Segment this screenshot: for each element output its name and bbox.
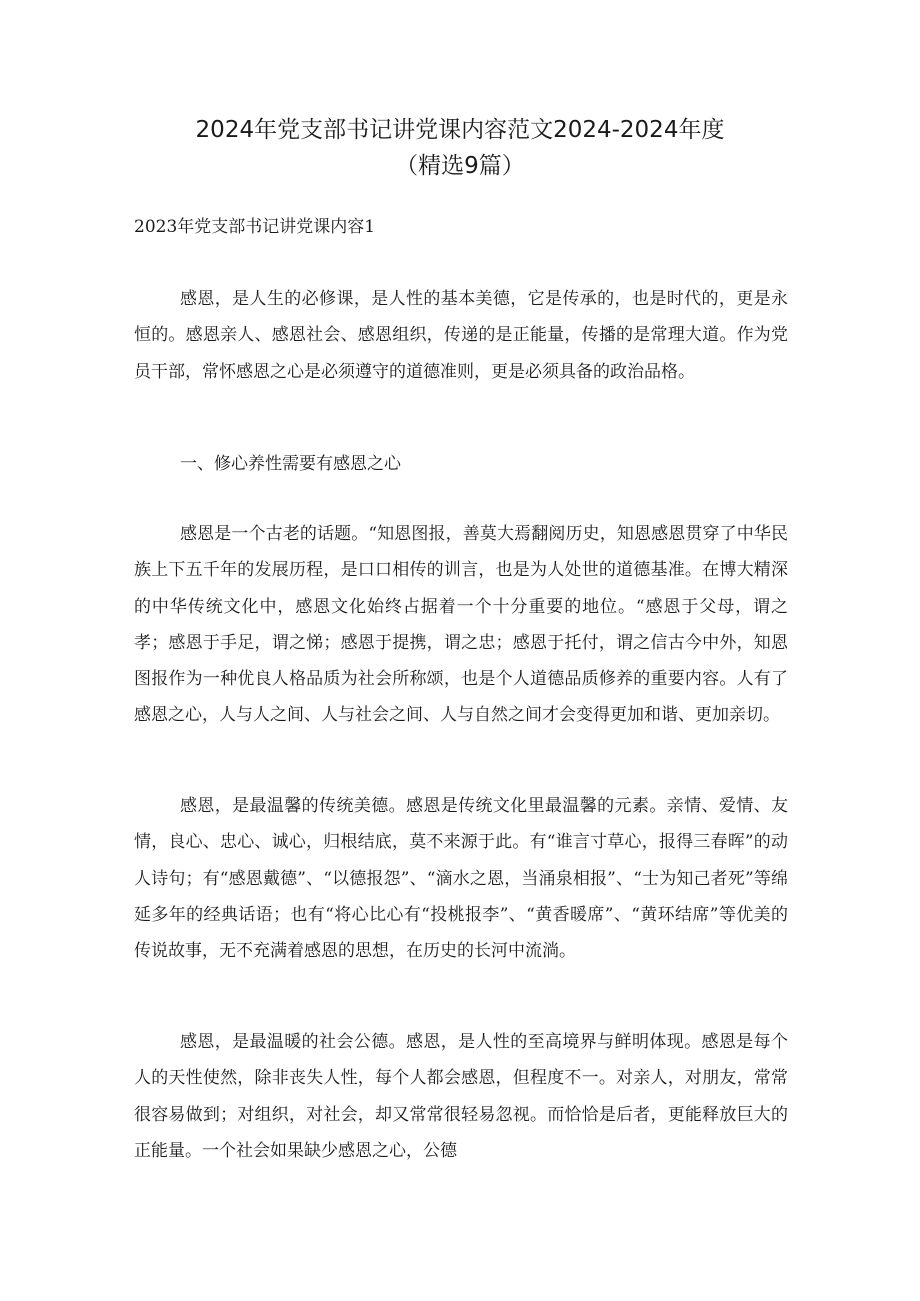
section-heading: 一、修心养性需要有感恩之心	[180, 454, 401, 474]
document-title	[100, 112, 820, 184]
body-paragraph: 感恩是一个古老的话题。“知恩图报，善莫大焉翻阅历史，知恩感恩贯穿了中华民族上下五千年的发展历程，是口口相传的训言，也是为人处世的道德基准。在博大精深的中华传统文化中，感恩文化始终占据着一个十分重要的地位。“感恩于父母，谓之孝；感恩于手足，谓之悌；感恩于提携，谓之忠；感恩于托付，谓之信古今中外，知恩图报作为一种优良人格品质为社会所称颂，也是个人道德品质修养的重要内容。人有了感恩之心，人与人之间、人与社会之间、人与自然之间才会变得更加和谐、更加亲切。	[134, 524, 788, 726]
section-title: 2023年党支部书记讲党课内容1	[134, 217, 376, 237]
body-paragraph: 感恩，是最温馨的传统美德。感恩是传统文化里最温馨的元素。亲情、爱情、友情，良心、忠心、诚心，归根结底，莫不来源于此。有“谁言寸草心，报得三春晖”的动人诗句；有“感恩戴德”、“以德报怨”、“滴水之恩，当涌泉相报”、“士为知己者死”等绵延多年的经典话语；也有“将心比心有“投桃报李”、“黄香暖席”、“黄环结席”等优美的传说故事，无不充满着感恩的思想，在历史的长河中流淌。	[134, 796, 788, 962]
body-paragraph: 感恩，是最温暖的社会公德。感恩，是人性的至高境界与鲜明体现。感恩是每个人的天性使然，除非丧失人性，每个人都会感恩，但程度不一。对亲人，对朋友，常常很容易做到；对组织，对社会，却又常常很轻易忽视。而恰恰是后者，更能释放巨大的正能量。一个社会如果缺少感恩之心，公德	[134, 1032, 788, 1161]
body-paragraph: 感恩，是人生的必修课，是人性的基本美德，它是传承的，也是时代的，更是永恒的。感恩亲人、感恩社会、感恩组织，传递的是正能量，传播的是常理大道。作为党员干部，常怀感恩之心是必须遵守的道德准则，更是必须具备的政治品格。	[134, 289, 788, 382]
document-title-line-1: 2024年党支部书记讲党课内容范文2024-2024年度	[195, 117, 725, 143]
document-title-line-2: （精选9篇）	[395, 153, 525, 179]
